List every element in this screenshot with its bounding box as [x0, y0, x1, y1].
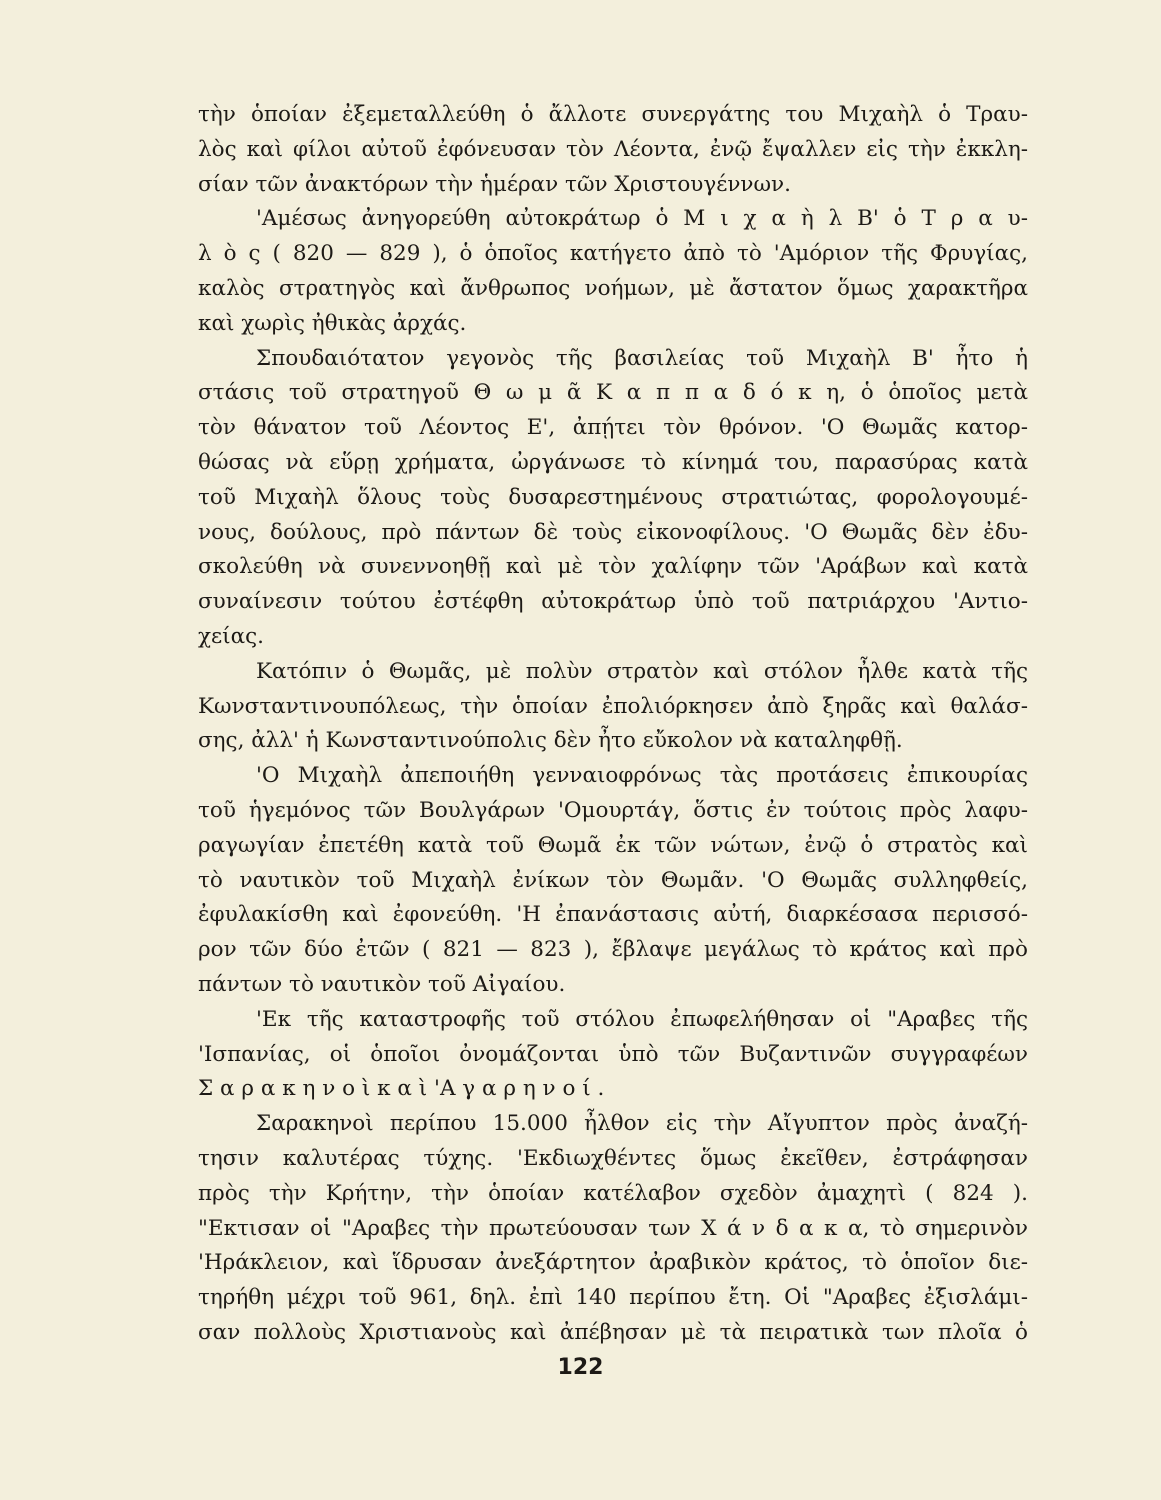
text-line: σαν πολλοὺς Χριστιανοὺς καὶ ἀπέβησαν μὲ τὰ πειρατικὰ των πλοῖα ὁ [198, 1319, 1028, 1345]
text-line: συναίνεσιν τούτου ἐστέφθη αὐτοκράτωρ ὑπὸ τοῦ πατριάρχου 'Αντιο- [198, 589, 1028, 615]
text-line: "Εκτισαν οἱ "Αραβες τὴν πρωτεύουσαν των Χ ά ν δ α κ α, τὸ σημερινὸν [198, 1215, 1028, 1241]
text-line: 'Ο Μιχαὴλ ἀπεποιήθη γενναιοφρόνως τὰς προτάσεις ἐπικουρίας [256, 763, 1028, 789]
text-line: πρὸς τὴν Κρήτην, τὴν ὁποίαν κατέλαβον σχεδὸν ἀμαχητὶ ( 824 ). [198, 1180, 1028, 1206]
text-line: θώσας νὰ εὕρῃ χρήματα, ὠργάνωσε τὸ κίνημά του, παρασύρας κατὰ [198, 449, 1028, 475]
text-line: ἐφυλακίσθη καὶ ἐφονεύθη. 'Η ἐπανάστασις αὐτή, διαρκέσασα περισσό- [198, 902, 1028, 928]
text-line: στάσις τοῦ στρατηγοῦ Θ ω μ ᾶ Κ α π π α δ ό κ η, ὁ ὁποῖος μετὰ [198, 380, 1028, 406]
text-line: 'Ισπανίας, οἱ ὁποῖοι ὀνομάζονται ὑπὸ τῶν Βυζαντινῶν συγγραφέων [198, 1041, 1028, 1067]
page-text [198, 98, 1028, 1351]
text-line: τοῦ ἡγεμόνος τῶν Βουλγάρων 'Ομουρτάγ, ὅστις ἐν τούτοις πρὸς λαφυ- [198, 797, 1028, 823]
text-line: σης, ἀλλ' ἡ Κωνσταντινούπολις δὲν ἦτο εὔκολον νὰ καταληφθῇ. [198, 728, 903, 754]
text-line: ρον τῶν δύο ἐτῶν ( 821 — 823 ), ἔβλαψε μεγάλως τὸ κράτος καὶ πρὸ [198, 937, 1028, 963]
text-line: τηρήθη μέχρι τοῦ 961, δηλ. ἐπὶ 140 περίπου ἔτη. Οἱ "Αραβες ἐξισλάμι- [198, 1285, 1028, 1311]
text-line: καλὸς στρατηγὸς καὶ ἄνθρωπος νοήμων, μὲ ἄστατον ὅμως χαρακτῆρα [198, 275, 1028, 301]
text-line: σίαν τῶν ἀνακτόρων τὴν ἡμέραν τῶν Χριστουγέννων. [198, 171, 791, 197]
text-line: ραγωγίαν ἐπετέθη κατὰ τοῦ Θωμᾶ ἐκ τῶν νώτων, ἐνῷ ὁ στρατὸς καὶ [198, 832, 1028, 858]
text-line: Κατόπιν ὁ Θωμᾶς, μὲ πολὺν στρατὸν καὶ στόλον ἦλθε κατὰ τῆς [256, 658, 1028, 684]
text-line: 'Ηράκλειον, καὶ ἵδρυσαν ἀνεξάρτητον ἀραβικὸν κράτος, τὸ ὁποῖον διε- [198, 1250, 1028, 1276]
text-line: λὸς καὶ φίλοι αὐτοῦ ἐφόνευσαν τὸν Λέοντα, ἐνῷ ἔψαλλεν εἰς τὴν ἐκκλη- [198, 136, 1028, 162]
text-line: σκολεύθη νὰ συνεννοηθῇ καὶ μὲ τὸν χαλίφην τῶν 'Αράβων καὶ κατὰ [198, 554, 1028, 580]
page-number: 122 [557, 1355, 604, 1380]
text-line: καὶ χωρὶς ἠθικὰς ἀρχάς. [198, 310, 467, 336]
text-line: νους, δούλους, πρὸ πάντων δὲ τοὺς εἰκονοφίλους. 'Ο Θωμᾶς δὲν ἐδυ- [198, 519, 1028, 545]
text-line: Σαρακηνοὶ περίπου 15.000 ἦλθον εἰς τὴν Αἴγυπτον πρὸς ἀναζή- [256, 1111, 1028, 1137]
text-line: χείας. [198, 623, 264, 649]
text-line: λ ὸ ς ( 820 — 829 ), ὁ ὁποῖος κατήγετο ἀπὸ τὸ 'Αμόριον τῆς Φρυγίας, [198, 241, 1028, 267]
text-line: τοῦ Μιχαὴλ ὅλους τοὺς δυσαρεστημένους στρατιώτας, φορολογουμέ- [198, 484, 1028, 510]
text-line: 'Αμέσως ἀνηγορεύθη αὐτοκράτωρ ὁ Μ ι χ α ὴ λ Β' ὁ Τ ρ α υ- [256, 206, 1028, 232]
text-line: πάντων τὸ ναυτικὸν τοῦ Αἰγαίου. [198, 971, 566, 997]
text-line: Κωνσταντινουπόλεως, τὴν ὁποίαν ἐπολιόρκησεν ἀπὸ ξηρᾶς καὶ θαλάσ- [198, 693, 1028, 719]
text-line: Σπουδαιότατον γεγονὸς τῆς βασιλείας τοῦ Μιχαὴλ Β' ἦτο ἡ [256, 345, 1028, 371]
text-line: τησιν καλυτέρας τύχης. 'Εκδιωχθέντες ὅμως ἐκεῖθεν, ἐστράφησαν [198, 1145, 1028, 1171]
text-line: Σ α ρ α κ η ν ο ὶ κ α ὶ 'Α γ α ρ η ν ο ί . [198, 1076, 605, 1102]
text-line: 'Εκ τῆς καταστροφῆς τοῦ στόλου ἐπωφελήθησαν οἱ "Αραβες τῆς [256, 1006, 1028, 1032]
text-line: τὸν θάνατον τοῦ Λέοντος Ε', ἀπῄτει τὸν θρόνον. 'Ο Θωμᾶς κατορ- [198, 415, 1028, 441]
text-line: τὸ ναυτικὸν τοῦ Μιχαὴλ ἐνίκων τὸν Θωμᾶν. 'Ο Θωμᾶς συλληφθείς, [198, 867, 1028, 893]
text-line: τὴν ὁποίαν ἐξεμεταλλεύθη ὁ ἄλλοτε συνεργάτης του Μιχαὴλ ὁ Τραυ- [198, 102, 1028, 127]
